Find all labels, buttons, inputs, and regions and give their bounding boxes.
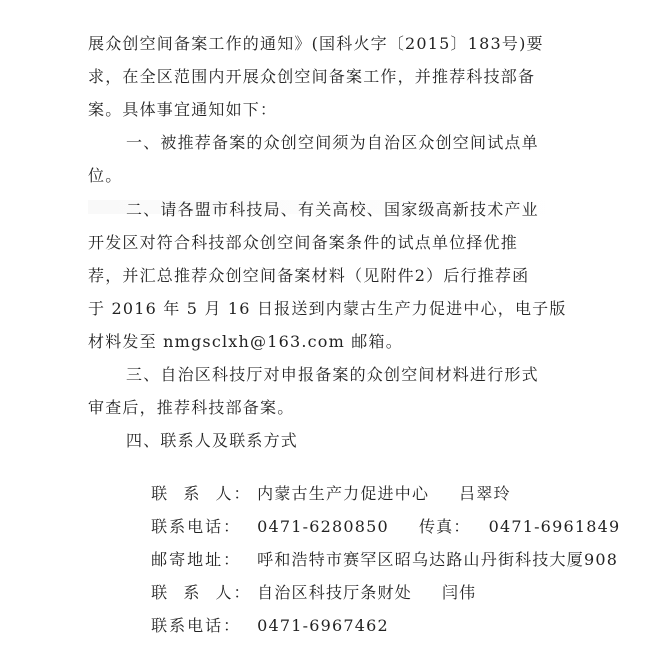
item3-line-2: 审查后，推荐科技部备案。: [88, 398, 295, 417]
intro-line-3: 案。具体事宜通知如下：: [88, 100, 278, 119]
item2-line-3: 荐，并汇总推荐众创空间备案材料（见附件2）后行推荐函: [88, 266, 530, 285]
intro-line-1: 展众创空间备案工作的通知》(国科火字〔2015〕183号)要: [88, 34, 544, 53]
intro-line-2: 求，在全区范围内开展众创空间备案工作，并推荐科技部备: [88, 67, 536, 86]
phone1-value: 0471-6280850: [257, 517, 389, 536]
item1-line-2: 位。: [88, 166, 123, 185]
phone2-label: 联系电话：: [151, 616, 242, 635]
fax1-label: 传真：: [418, 517, 471, 536]
contact1-label: 联 系 人：: [151, 484, 252, 503]
address-value: 呼和浩特市赛罕区昭乌达路山丹街科技大厦908: [257, 550, 619, 569]
item2-line-5: 材料发至 nmgsclxh@163.com 邮箱。: [88, 332, 403, 351]
contact1-name: 吕翠玲: [459, 484, 511, 503]
phone1-label: 联系电话：: [151, 517, 242, 536]
address-label: 邮寄地址：: [151, 550, 242, 569]
item2-line-4: 于 2016 年 5 月 16 日报送到内蒙古生产力促进中心，电子版: [88, 299, 567, 318]
contact2-org: 自治区科技厅条财处: [257, 583, 412, 602]
fax1-value: 0471-6961849: [488, 517, 621, 536]
contact2-label: 联 系 人：: [151, 583, 252, 602]
contact2-name: 闫伟: [441, 583, 477, 602]
contact1-org: 内蒙古生产力促进中心: [257, 484, 430, 503]
item3-line-1: 三、自治区科技厅对申报备案的众创空间材料进行形式: [126, 365, 539, 384]
item4-heading: 四、联系人及联系方式: [126, 431, 299, 450]
item2-line-1: 二、请各盟市科技局、有关高校、国家级高新技术产业: [126, 200, 539, 219]
contact-row-5: [126, 596, 389, 656]
item2-line-2: 开发区对符合科技部众创空间备案条件的试点单位择优推: [88, 233, 519, 252]
phone2-value: 0471-6967462: [257, 616, 389, 635]
item1-line-1: 一、被推荐备案的众创空间须为自治区众创空间试点单: [126, 133, 539, 152]
